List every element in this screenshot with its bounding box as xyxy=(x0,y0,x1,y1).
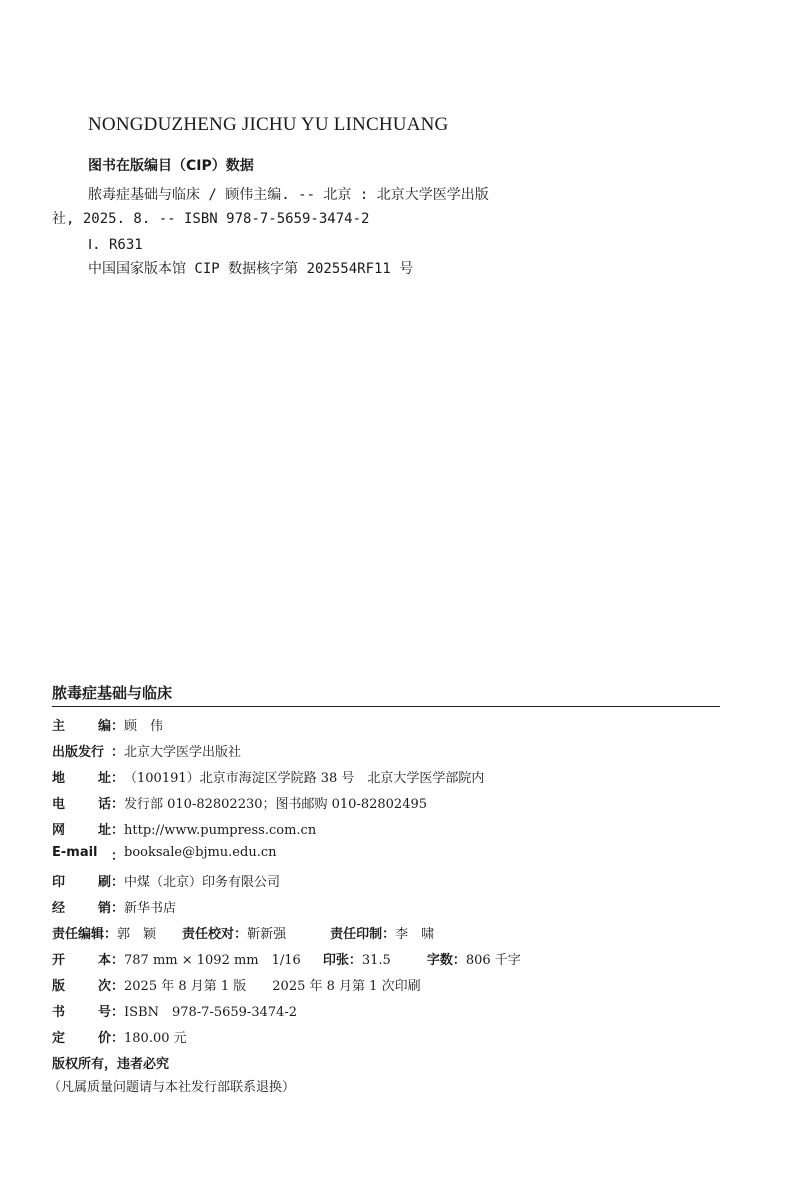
publisher-label: 出版发行 ： xyxy=(52,745,124,760)
printer-label: 印 刷： xyxy=(52,875,124,890)
editor-row xyxy=(52,715,720,741)
email-label: E-mail ： xyxy=(52,845,124,864)
address-row xyxy=(52,767,720,793)
address-value: （100191）北京市海淀区学院路 38 号 北京大学医学部院内 xyxy=(124,771,485,786)
sheets-label: 印张： xyxy=(322,953,362,968)
responsible-printing-value: 李 啸 xyxy=(395,927,435,942)
phone-value: 发行部 010-82802230；图书邮购 010-82802495 xyxy=(124,797,428,812)
word-count-label: 字数： xyxy=(426,953,466,968)
book-title: 脓毒症基础与临床 xyxy=(52,682,720,707)
format-row xyxy=(52,949,720,975)
website-label: 网 址： xyxy=(52,823,124,838)
copyright-notice: 版权所有，违者必究 xyxy=(52,1057,170,1072)
format-label: 开 本： xyxy=(52,953,124,968)
isbn-row xyxy=(52,1001,720,1027)
publisher-value: 北京大学医学出版社 xyxy=(124,745,242,760)
editor-label: 主 编： xyxy=(52,719,124,734)
publisher-row xyxy=(52,741,720,767)
sheets-value: 31.5 xyxy=(361,953,391,968)
cip-main-entry: 脓毒症基础与临床 / 顾伟主编. -- 北京 : 北京大学医学出版社, 2025. 8. -- ISBN 978-7-5659-3474-2 xyxy=(52,187,489,227)
word-count-value: 806 千字 xyxy=(465,953,521,968)
responsible-proofreader-value: 靳新强 xyxy=(247,927,287,942)
phone-label: 电 话： xyxy=(52,797,124,812)
responsibility-row xyxy=(52,923,720,949)
cip-classification: Ⅰ. R631 xyxy=(88,237,143,253)
cip-heading: 图书在版编目（CIP）数据 xyxy=(88,158,254,174)
price-label: 定 价： xyxy=(52,1031,124,1046)
price-row xyxy=(52,1027,720,1053)
quality-notice: （凡属质量问题请与本社发行部联系退换） xyxy=(48,1080,296,1095)
editor-value: 顾 伟 xyxy=(124,719,164,734)
responsible-proofreader-label: 责任校对： xyxy=(182,927,248,942)
responsible-editor-label: 责任编辑： xyxy=(52,927,118,942)
edition-value: 2025 年 8 月第 1 版 2025 年 8 月第 1 次印刷 xyxy=(124,979,421,994)
distributor-row xyxy=(52,897,720,923)
format-value: 787 mm × 1092 mm 1/16 xyxy=(124,953,301,968)
email-row xyxy=(52,845,720,871)
isbn-value: ISBN 978-7-5659-3474-2 xyxy=(124,1005,298,1020)
isbn-label: 书 号： xyxy=(52,1005,124,1020)
cip-number: 中国国家版本馆 CIP 数据核字第 202554RF11 号 xyxy=(88,261,414,277)
responsible-printing-label: 责任印制： xyxy=(330,927,396,942)
cip-data-block xyxy=(52,155,512,281)
printer-row xyxy=(52,871,720,897)
website-value: http://www.pumpress.com.cn xyxy=(124,823,317,838)
pinyin-title: NONGDUZHENG JICHU YU LINCHUANG xyxy=(88,114,449,135)
email-value: booksale@bjmu.edu.cn xyxy=(124,845,277,860)
edition-label: 版 次： xyxy=(52,979,124,994)
website-row xyxy=(52,819,720,845)
distributor-value: 新华书店 xyxy=(124,901,177,916)
colophon xyxy=(48,682,720,1099)
price-value: 180.00 元 xyxy=(124,1031,187,1046)
address-label: 地 址： xyxy=(52,771,124,786)
phone-row xyxy=(52,793,720,819)
edition-row xyxy=(52,975,720,1001)
printer-value: 中煤（北京）印务有限公司 xyxy=(124,875,281,890)
distributor-label: 经 销： xyxy=(52,901,124,916)
responsible-editor-value: 郭 颖 xyxy=(117,927,157,942)
